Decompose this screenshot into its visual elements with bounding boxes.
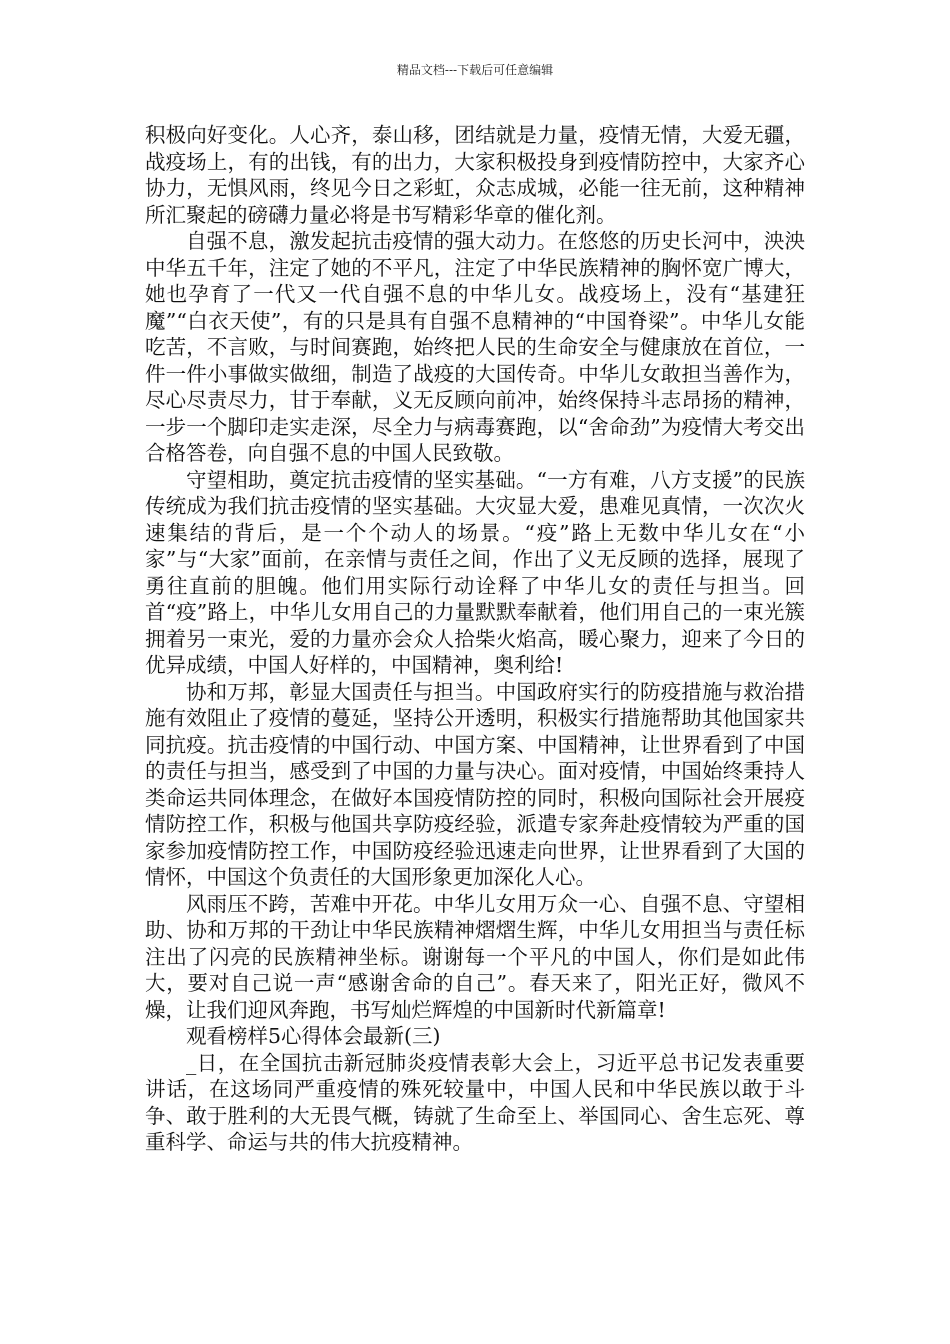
paragraph-5: 风雨压不跨，苦难中开花。中华儿女用万众一心、自强不息、守望相助、协和万邦的干劲让中华民族精神熠熠生辉，中华儿女用担当与责任标注出了闪亮的民族精神坐标。谢谢每一个平凡的中国人，你们是如此伟大，要对自己说一声“感谢舍命的自己”。春天来了，阳光正好，微风不燥，让我们迎风奔跑，书写灿烂辉煌的中国新时代新篇章! <box>145 891 805 1022</box>
paragraph-4: 协和万邦，彰显大国责任与担当。中国政府实行的防疫措施与救治措施有效阻止了疫情的蔓延，坚持公开透明，积极实行措施帮助其他国家共同抗疫。抗击疫情的中国行动、中国方案、中国精神，让世界看到了中国的责任与担当，感受到了中国的力量与决心。面对疫情，中国始终秉持人类命运共同体理念，在做好本国疫情防控的同时，积极向国际社会开展疫情防控工作，积极与他国共享防疫经验，派遣专家奔赴疫情较为严重的国家参加疫情防控工作，中国防疫经验迅速走向世界，让世界看到了大国的情怀，中国这个负责任的大国形象更加深化人心。 <box>145 679 805 889</box>
paragraph-1: 积极向好变化。人心齐，泰山移，团结就是力量，疫情无情，大爱无疆，战疫场上，有的出钱，有的出力，大家积极投身到疫情防控中，大家齐心协力，无惧风雨，终见今日之彩虹，众志成城，必能一往无前，这种精神所汇聚起的磅礴力量必将是书写精彩华章的催化剂。 <box>145 123 805 227</box>
paragraph-2: 自强不息，激发起抗击疫情的强大动力。在悠悠的历史长河中，泱泱中华五千年，注定了她的不平凡，注定了中华民族精神的胸怀宽广博大，她也孕育了一代又一代自强不息的中华儿女。战疫场上，没有“基建狂魔”“白衣天使”，有的只是具有自强不息精神的“中国脊梁”。中华儿女能吃苦，不言败，与时间赛跑，始终把人民的生命安全与健康放在首位，一件一件小事做实做细，制造了战疫的大国传奇。中华儿女敢担当善作为，尽心尽责尽力，甘于奉献，义无反顾向前冲，始终保持斗志昂扬的精神，一步一个脚印走实走深，尽全力与病毒赛跑，以“舍命劲”为疫情大考交出合格答卷，向自强不息的中国人民致敬。 <box>145 229 805 465</box>
section-heading: 观看榜样5心得体会最新(三) <box>186 1024 441 1048</box>
paragraph-6: _日，在全国抗击新冠肺炎疫情表彰大会上，习近平总书记发表重要讲话，在这场同严重疫情的殊死较量中，中国人民和中华民族以敢于斗争、敢于胜利的大无畏气概，铸就了生命至上、举国同心、舍生忘死、尊重科学、命运与共的伟大抗疫精神。 <box>145 1050 805 1154</box>
page-header: 精品文档---下载后可任意编辑 <box>396 63 554 77</box>
paragraph-3: 守望相助，奠定抗击疫情的坚实基础。“一方有难，八方支援”的民族传统成为我们抗击疫情的坚实基础。大灾显大爱，患难见真情，一次次火速集结的背后，是一个个动人的场景。“疫”路上无数中华儿女在“小家”与“大家”面前，在亲情与责任之间，作出了义无反顾的选择，展现了勇往直前的胆魄。他们用实际行动诠释了中华儿女的责任与担当。回首“疫”路上，中华儿女用自己的力量默默奉献着，他们用自己的一束光簇拥着另一束光，爱的力量亦会众人拾柴火焰高，暖心聚力，迎来了今日的优异成绩，中国人好样的，中国精神，奥利给! <box>145 467 805 677</box>
document-body <box>145 122 805 1156</box>
